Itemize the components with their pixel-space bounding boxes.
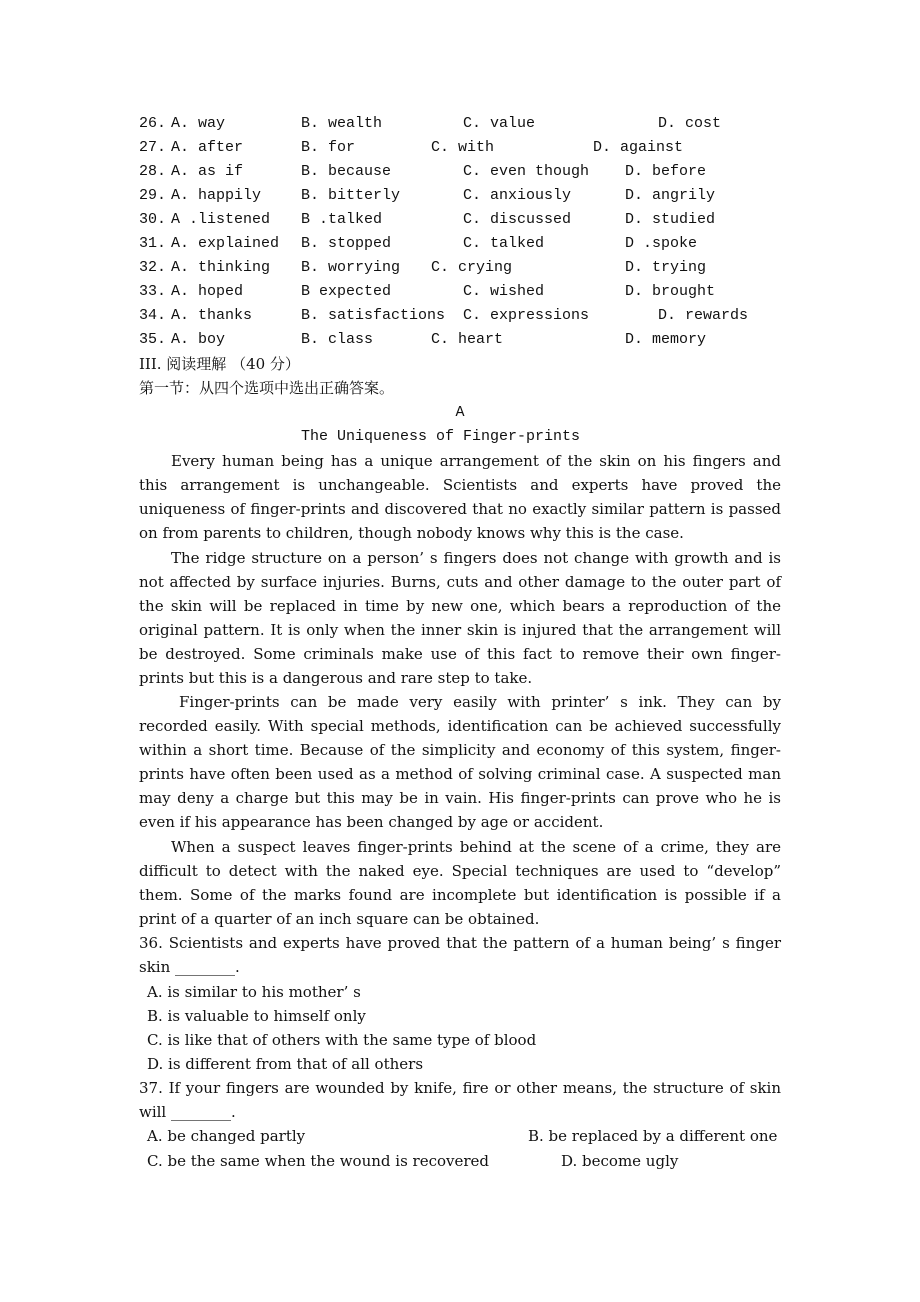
option-c: C. expressions — [463, 307, 590, 324]
option-a: A. happily — [171, 187, 262, 204]
option-d: D. cost — [658, 115, 722, 132]
passage-paragraph-1: Every human being has a unique arrangement of the skin on his fingers and this arrangement is unchangeable. Scientists and experts have proved the uniqueness of finger-prints and discovered that no exactly similar pattern is passed on from parents to children, though nobody knows why this is the case. — [139, 452, 781, 543]
option-c: C. even though — [463, 163, 590, 180]
question-number: 29. — [139, 187, 167, 204]
question-37-option-d: D. become ugly — [561, 1152, 679, 1170]
question-37-stem: 37. If your fingers are wounded by knife, fire or other means, the structure of skin will ________. — [139, 1079, 781, 1122]
option-a: A. way — [171, 115, 226, 132]
option-b: B. for — [301, 139, 356, 156]
option-b: B. class — [301, 331, 374, 348]
question-number: 27. — [139, 139, 167, 156]
question-number: 30. — [139, 211, 167, 228]
option-a: A. boy — [171, 331, 226, 348]
option-d: D. angrily — [625, 187, 716, 204]
question-number: 31. — [139, 235, 167, 252]
option-a: A. thinking — [171, 259, 271, 276]
option-b: B. wealth — [301, 115, 383, 132]
option-b: B. worrying — [301, 259, 401, 276]
option-b: B. satisfactions — [301, 307, 446, 324]
option-d: D. studied — [625, 211, 716, 228]
option-d: D .spoke — [625, 235, 698, 252]
option-d: D. memory — [625, 331, 707, 348]
option-b: B. because — [301, 163, 392, 180]
question-number: 28. — [139, 163, 167, 180]
question-36-option-b: B. is valuable to himself only — [147, 1007, 366, 1025]
question-36-option-a: A. is similar to his mother’ s — [147, 983, 361, 1001]
question-number: 35. — [139, 331, 167, 348]
option-a: A. after — [171, 139, 244, 156]
option-c: C. value — [463, 115, 536, 132]
question-number: 34. — [139, 307, 167, 324]
option-d: D. trying — [625, 259, 707, 276]
question-37-option-b: B. be replaced by a different one — [528, 1127, 778, 1145]
section-heading: III. 阅读理解 （40 分） — [139, 355, 300, 373]
passage-label: A — [455, 404, 465, 421]
option-a: A. thanks — [171, 307, 253, 324]
option-b: B .talked — [301, 211, 383, 228]
passage-paragraph-4: When a suspect leaves finger-prints behind at the scene of a crime, they are difficult to detect with the naked eye. Special techniques are used to “develop” them. Some of the marks found are incomplete but identification is possible if a print of a quarter of an inch square can be obtained. — [139, 838, 781, 929]
question-37-option-a: A. be changed partly — [147, 1127, 306, 1145]
option-a: A. hoped — [171, 283, 244, 300]
option-c: C. crying — [431, 259, 513, 276]
option-b: B expected — [301, 283, 392, 300]
option-d: D. against — [593, 139, 684, 156]
question-number: 33. — [139, 283, 167, 300]
option-c: C. talked — [463, 235, 545, 252]
option-c: C. heart — [431, 331, 504, 348]
subsection-heading: 第一节：从四个选项中选出正确答案。 — [139, 379, 395, 397]
option-d: D. before — [625, 163, 707, 180]
question-number: 32. — [139, 259, 167, 276]
option-d: D. brought — [625, 283, 716, 300]
passage-paragraph-3: Finger-prints can be made very easily with printer’ s ink. They can by recorded easily. With special methods, identification can be achieved successfully within a short time. Because of the simplicity and economy of this system, finger-prints have often been used as a method of solving criminal case. A suspected man may deny a charge but this may be in vain. His finger-prints can prove who he is even if his appearance has been changed by age or accident. — [139, 693, 781, 832]
option-a: A. explained — [171, 235, 280, 252]
option-a: A .listened — [171, 211, 271, 228]
option-c: C. discussed — [463, 211, 572, 228]
question-36-option-c: C. is like that of others with the same type of blood — [147, 1031, 537, 1049]
option-d: D. rewards — [658, 307, 749, 324]
question-36-option-d: D. is different from that of all others — [147, 1055, 424, 1073]
option-b: B. bitterly — [301, 187, 401, 204]
question-36-stem: 36. Scientists and experts have proved that the pattern of a human being’ s finger skin ________. — [139, 934, 781, 977]
question-37-option-c: C. be the same when the wound is recovered — [147, 1152, 490, 1170]
option-b: B. stopped — [301, 235, 392, 252]
option-c: C. anxiously — [463, 187, 572, 204]
option-c: C. with — [431, 139, 495, 156]
passage-title: The Uniqueness of Finger-prints — [301, 428, 581, 445]
option-a: A. as if — [171, 163, 244, 180]
passage-paragraph-2: The ridge structure on a person’ s fingers does not change with growth and is not affected by surface injuries. Burns, cuts and other damage to the outer part of the skin will be replaced in time by new one, which bears a reproduction of the original pattern. It is only when the inner skin is injured that the arrangement will be destroyed. Some criminals make use of this fact to remove their own finger-prints but this is a dangerous and rare step to take. — [139, 549, 781, 688]
option-c: C. wished — [463, 283, 545, 300]
question-number: 26. — [139, 115, 167, 132]
